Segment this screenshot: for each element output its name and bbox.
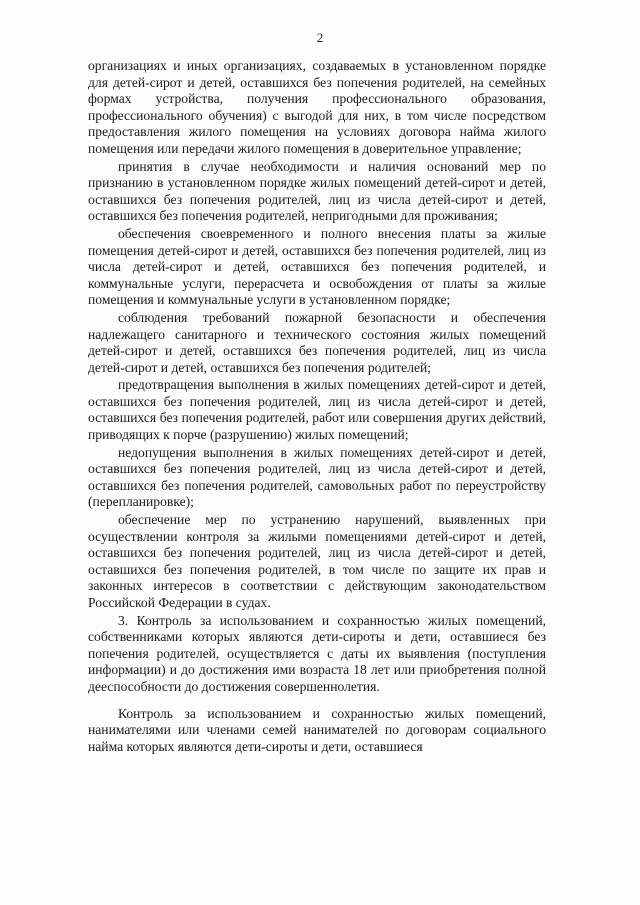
page-number: 2 [316, 30, 324, 45]
paragraph-clause-3: 3. Контроль за использованием и сохранностью жилых помещений, собственниками которых являются дети-сироты и дети, оставшиеся без попечения родителей, осуществляется с даты их выявления (поступления информации) и до достижения ими возраста 18 лет или приобретения полной дееспособности до достижения совершеннолетия. [88, 612, 546, 694]
paragraph-housing-unfit: принятия в случае необходимости и наличия оснований мер по признанию в установленном порядке жилых помещений детей-сирот и детей, оставшихся без попечения родителей, лиц из числа детей-сирот и детей, оставшихся без попечения родителей, непригодными для проживания; [88, 158, 546, 224]
document-body [88, 58, 546, 756]
paragraph-violations: обеспечение мер по устранению нарушений, выявленных при осуществлении контроля за жилыми помещениями детей-сирот и детей, оставшихся без попечения родителей, лиц из числа детей-сирот и детей, оставшихся без попечения родителей, в том числе по защите их прав и законных интересов в соответствии с действующим законодательством Российской Федерации в судах. [88, 512, 546, 610]
paragraph-unauthorized-works: недопущения выполнения в жилых помещениях детей-сирот и детей, оставшихся без попечения родителей, лиц из числа детей-сирот и детей, оставшихся без попечения родителей, самовольных работ по переустройству (перепланировке); [88, 444, 546, 510]
paragraph-control-tenants: Контроль за использованием и сохранностью жилых помещений, нанимателями или членами семей нанимателей по договорам социального найма которых являются дети-сироты и дети, оставшиеся [88, 705, 546, 754]
paragraph-fire-safety: соблюдения требований пожарной безопасности и обеспечения надлежащего санитарного и технического состояния жилых помещений детей-сирот и детей, оставшихся без попечения родителей, лиц из числа детей-сирот и детей, оставшихся без попечения родителей; [88, 309, 546, 375]
paragraph-prevent-damage: предотвращения выполнения в жилых помещениях детей-сирот и детей, оставшихся без попечения родителей, лиц из числа детей-сирот и детей, оставшихся без попечения родителей, работ или совершения других действий, приводящих к порче (разрушению) жилых помещений; [88, 377, 546, 443]
paragraph-continuation: организациях и иных организациях, создаваемых в установленном порядке для детей-сирот и детей, оставшихся без попечения родителей, на семейных формах устройства, получения профессионального образования, профессионального обучения) с выгодой для них, в том числе посредством предоставления жилого помещения на условиях договора найма жилого помещения или передачи жилого помещения в доверительное управление; [88, 58, 546, 156]
paragraph-payments: обеспечения своевременного и полного внесения платы за жилые помещения детей-сирот и детей, оставшихся без попечения родителей, лиц из числа детей-сирот и детей, оставшихся без попечения родителей, и коммунальные услуги, перерасчета и освобождения от платы за жилые помещения и коммунальные услуги в установленном порядке; [88, 225, 546, 308]
